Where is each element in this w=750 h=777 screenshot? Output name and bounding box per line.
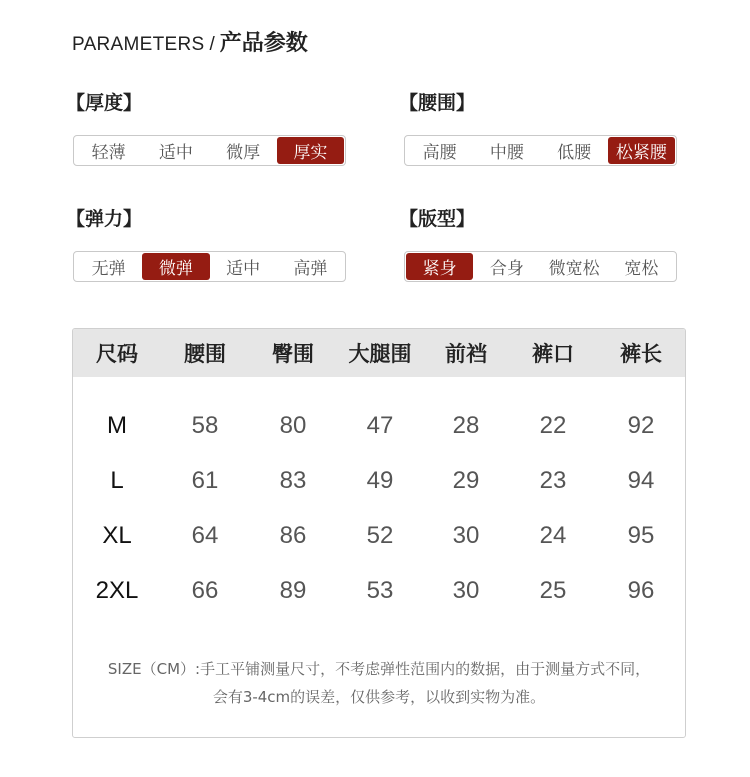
waist-label: 【腰围】	[399, 92, 476, 114]
page-title-separator: /	[209, 34, 215, 55]
table-cell: 24	[539, 522, 567, 549]
table-cell: 29	[452, 467, 480, 494]
table-cell: 80	[279, 412, 307, 439]
size-table	[72, 328, 686, 738]
table-cell: 52	[366, 522, 394, 549]
elasticity-option[interactable]: 无弹	[91, 259, 126, 279]
page-title	[72, 26, 308, 58]
table-cell: 89	[279, 577, 307, 604]
column-header-length: 裤长	[620, 342, 662, 366]
elasticity-option[interactable]: 微弹	[142, 253, 209, 280]
elasticity-label: 【弹力】	[66, 208, 143, 230]
elasticity-option[interactable]: 适中	[226, 259, 261, 279]
table-cell: 96	[627, 577, 655, 604]
column-header-size: 尺码	[96, 342, 138, 366]
thickness-option[interactable]: 微厚	[226, 143, 261, 163]
fit-option[interactable]: 紧身	[406, 253, 473, 280]
thickness-option[interactable]: 轻薄	[91, 143, 126, 163]
fit-option[interactable]: 合身	[489, 259, 524, 279]
size-table-header	[73, 329, 685, 377]
table-cell: 47	[366, 412, 394, 439]
table-cell: 83	[279, 467, 307, 494]
table-cell: 58	[191, 412, 219, 439]
table-cell: 61	[191, 467, 219, 494]
waist-option[interactable]: 高腰	[422, 143, 457, 163]
table-cell: 94	[627, 467, 655, 494]
fit-selector	[404, 251, 677, 282]
column-header-leg-opening: 裤口	[532, 342, 574, 366]
size-cell: L	[110, 467, 124, 494]
fit-option[interactable]: 微宽松	[548, 259, 600, 279]
column-header-front-rise: 前裆	[445, 342, 487, 366]
fit-label: 【版型】	[399, 208, 476, 230]
page-title-cn: 产品参数	[219, 31, 308, 56]
waist-option[interactable]: 低腰	[557, 143, 592, 163]
thickness-selector	[73, 135, 346, 166]
table-cell: 28	[452, 412, 480, 439]
column-header-thigh: 大腿围	[348, 342, 412, 366]
column-header-waist: 腰围	[184, 342, 226, 366]
waist-option[interactable]: 中腰	[489, 143, 524, 163]
size-cell: 2XL	[95, 577, 139, 604]
table-cell: 53	[366, 577, 394, 604]
size-note-line-2: 会有3-4cm的误差，仅供参考，以收到实物为准。	[212, 688, 546, 706]
waist-option[interactable]: 松紧腰	[608, 137, 675, 164]
table-cell: 49	[366, 467, 394, 494]
table-cell: 22	[539, 412, 567, 439]
thickness-option[interactable]: 厚实	[277, 137, 344, 164]
table-cell: 64	[191, 522, 219, 549]
thickness-option[interactable]: 适中	[158, 143, 193, 163]
table-cell: 23	[539, 467, 567, 494]
table-cell: 30	[452, 522, 480, 549]
size-cell: M	[107, 412, 127, 439]
thickness-label: 【厚度】	[66, 92, 143, 114]
table-cell: 30	[452, 577, 480, 604]
table-cell: 95	[627, 522, 655, 549]
size-cell: XL	[102, 522, 132, 549]
size-note-line-1: SIZE（CM）:手工平铺测量尺寸，不考虑弹性范围内的数据，由于测量方式不同，	[107, 660, 651, 678]
table-cell: 66	[191, 577, 219, 604]
waist-selector	[404, 135, 677, 166]
fit-option[interactable]: 宽松	[624, 259, 659, 279]
table-cell: 86	[279, 522, 307, 549]
table-cell: 92	[627, 412, 655, 439]
elasticity-option[interactable]: 高弹	[293, 259, 328, 279]
page-title-en: PARAMETERS	[72, 34, 205, 55]
column-header-hip: 臀围	[272, 342, 314, 366]
elasticity-selector	[73, 251, 346, 282]
table-cell: 25	[539, 577, 567, 604]
